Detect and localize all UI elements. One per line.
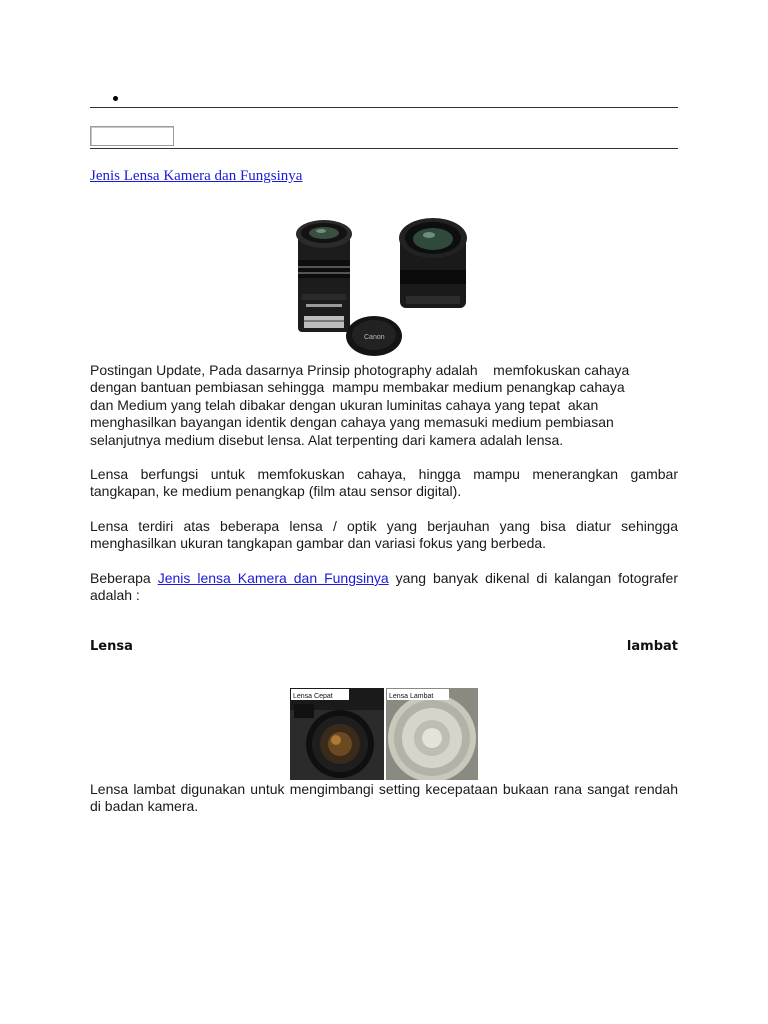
lens-composition-paragraph: Lensa terdiri atas beberapa lensa / optik yang berjauhan yang bisa diatur sehingga menghasilkan ukuran tangkapan gambar dan variasi fokus yang berbeda.: [90, 518, 678, 552]
intro-line: Postingan Update, Pada dasarnya Prinsip photography adalah memfokuskan cahaya: [90, 362, 630, 378]
intro-line: dan Medium yang telah dibakar dengan ukuran luminitas cahaya yang tepat akan: [90, 396, 599, 413]
slow-lens-image: [386, 688, 478, 780]
cap-brand-text: Canon: [364, 334, 385, 341]
fast-vs-slow-lens-photo: [290, 688, 478, 780]
para4-after: yang banyak dikenal di kalangan fotografer adalah :: [90, 570, 679, 604]
intro-line: dengan bantuan pembiasan sehingga mampu membakar medium penangkap cahaya: [90, 379, 625, 396]
intro-paragraph: [90, 362, 678, 449]
lens-cap-image: [346, 316, 402, 356]
heading-right: lambat: [626, 639, 678, 654]
lens-function-paragraph: Lensa berfungsi untuk memfokuskan cahaya, hingga mampu menerangkan gambar tangkapan, ke medium penangkap (film atau sensor digital).: [90, 466, 678, 500]
canon-lenses-photo: [288, 208, 480, 360]
lens-types-paragraph: [90, 570, 678, 605]
article-title-link[interactable]: Jenis Lensa Kamera dan Fungsinya: [90, 168, 303, 184]
intro-line: menghasilkan bayangan identik dengan cahaya yang memasuki medium pembiasan: [90, 414, 614, 431]
heading-left: Lensa: [90, 639, 133, 654]
lens-types-link[interactable]: Jenis lensa Kamera dan Fungsinya: [157, 570, 389, 586]
slow-lens-label: Lensa Lambat: [389, 693, 434, 700]
telephoto-lens-image: [296, 220, 352, 332]
slow-lens-paragraph: Lensa lambat digunakan untuk mengimbangi setting kecepataan bukaan rana sangat rendah di badan kamera.: [90, 781, 678, 815]
section-heading: [90, 639, 678, 654]
standard-lens-image: [399, 218, 467, 308]
bottom-divider: [90, 148, 678, 149]
intro-line: selanjutnya medium disebut lensa. Alat terpenting dari kamera adalah lensa.: [90, 431, 564, 448]
fast-lens-image: [290, 688, 384, 780]
text-input-box[interactable]: [90, 126, 174, 146]
top-divider: [90, 107, 678, 108]
fast-lens-label: Lensa Cepat: [293, 693, 333, 700]
bullet-icon: [113, 96, 118, 101]
para4-before: Beberapa: [90, 570, 158, 586]
